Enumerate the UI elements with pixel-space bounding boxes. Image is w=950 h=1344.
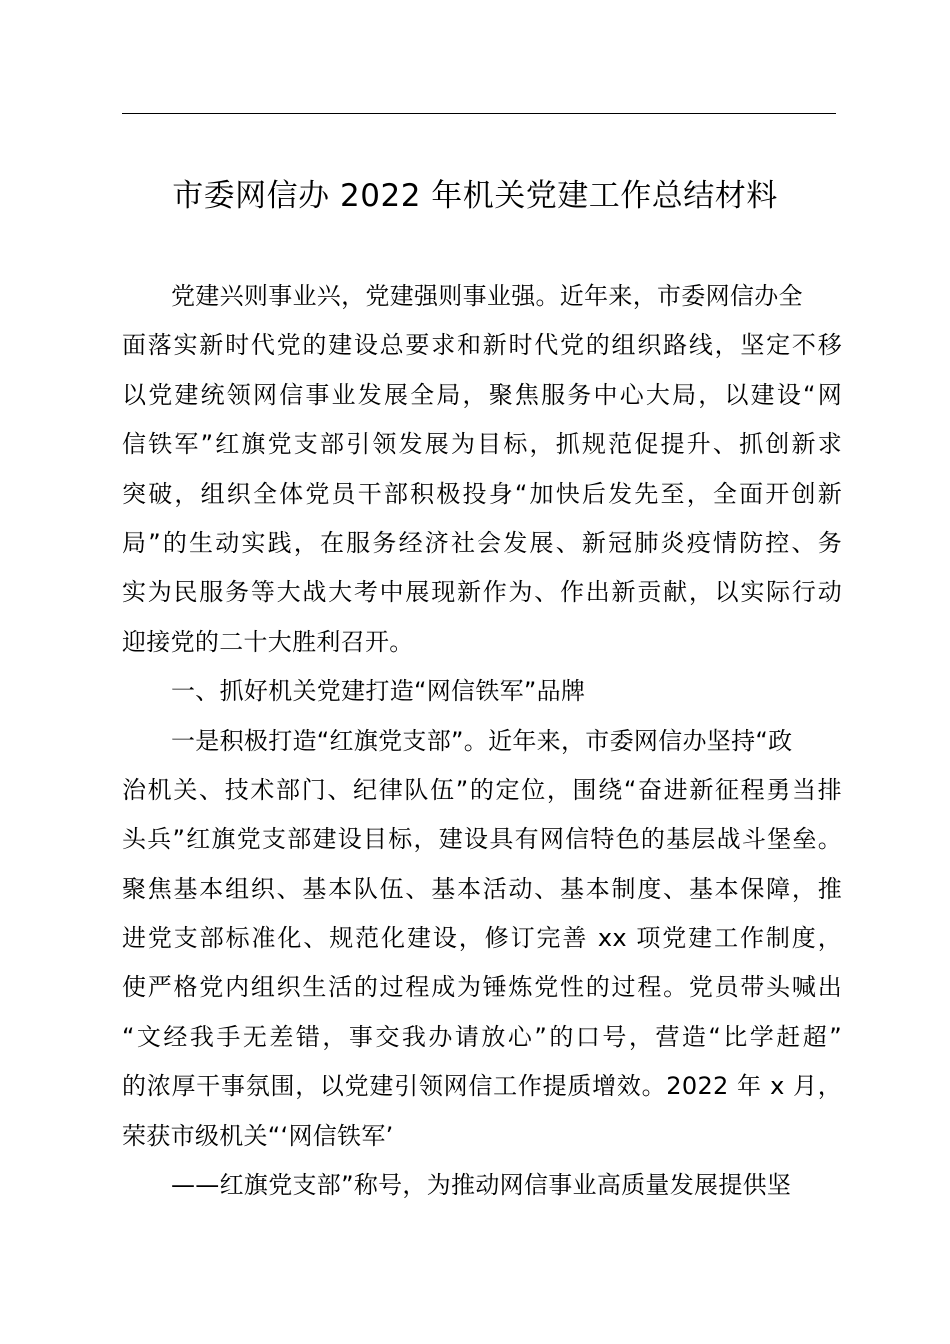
paragraph-line: 面落实新时代党的建设总要求和新时代党的组织路线，坚定不移	[122, 331, 842, 360]
paragraph-line: 突破，组织全体党员干部积极投身“加快后发先至，全面开创新	[122, 479, 842, 508]
document-title: 市委网信办 2022 年机关党建工作总结材料	[172, 178, 778, 214]
paragraph-line: 党建兴则事业兴，党建强则事业强。近年来，市委网信办全	[171, 282, 803, 310]
paragraph-line: 以党建统领网信事业发展全局，聚焦服务中心大局，以建设“网	[122, 380, 842, 409]
paragraph-line: 迎接党的二十大胜利召开。	[122, 627, 414, 656]
paragraph-line: 的浓厚干事氛围，以党建引领网信工作提质增效。2022 年 x 月，	[122, 1072, 842, 1101]
paragraph-line: 进党支部标准化、规范化建设，修订完善 xx 项党建工作制度，	[122, 924, 842, 953]
paragraph-line: 使严格党内组织生活的过程成为锤炼党性的过程。党员带头喊出	[122, 973, 842, 1002]
paragraph-line: 局”的生动实践，在服务经济社会发展、新冠肺炎疫情防控、务	[122, 528, 842, 557]
document-body	[122, 272, 842, 1210]
paragraph-line: 头兵”红旗党支部建设目标，建设具有网信特色的基层战斗堡垒。	[122, 825, 842, 854]
section-heading: 一、抓好机关党建打造“网信铁军”品牌	[171, 677, 586, 706]
paragraph-line: 实为民服务等大战大考中展现新作为、作出新贡献，以实际行动	[122, 578, 842, 607]
paragraph-line: 聚焦基本组织、基本队伍、基本活动、基本制度、基本保障，推	[122, 874, 842, 903]
paragraph-line: 治机关、技术部门、纪律队伍”的定位，围绕“奋进新征程勇当排	[122, 775, 842, 804]
paragraph-line: “文经我手无差错，事交我办请放心”的口号，营造“比学赶超”	[122, 1022, 842, 1051]
paragraph-line: 信铁军”红旗党支部引领发展为目标，抓规范促提升、抓创新求	[122, 430, 842, 459]
paragraph-line: 荣获市级机关“‘网信铁军’	[122, 1121, 394, 1150]
header-rule	[122, 113, 836, 114]
paragraph-line: 一是积极打造“红旗党支部”。近年来，市委网信办坚持“政	[171, 726, 793, 755]
paragraph-line: ——红旗党支部”称号，为推动网信事业高质量发展提供坚	[171, 1171, 792, 1200]
